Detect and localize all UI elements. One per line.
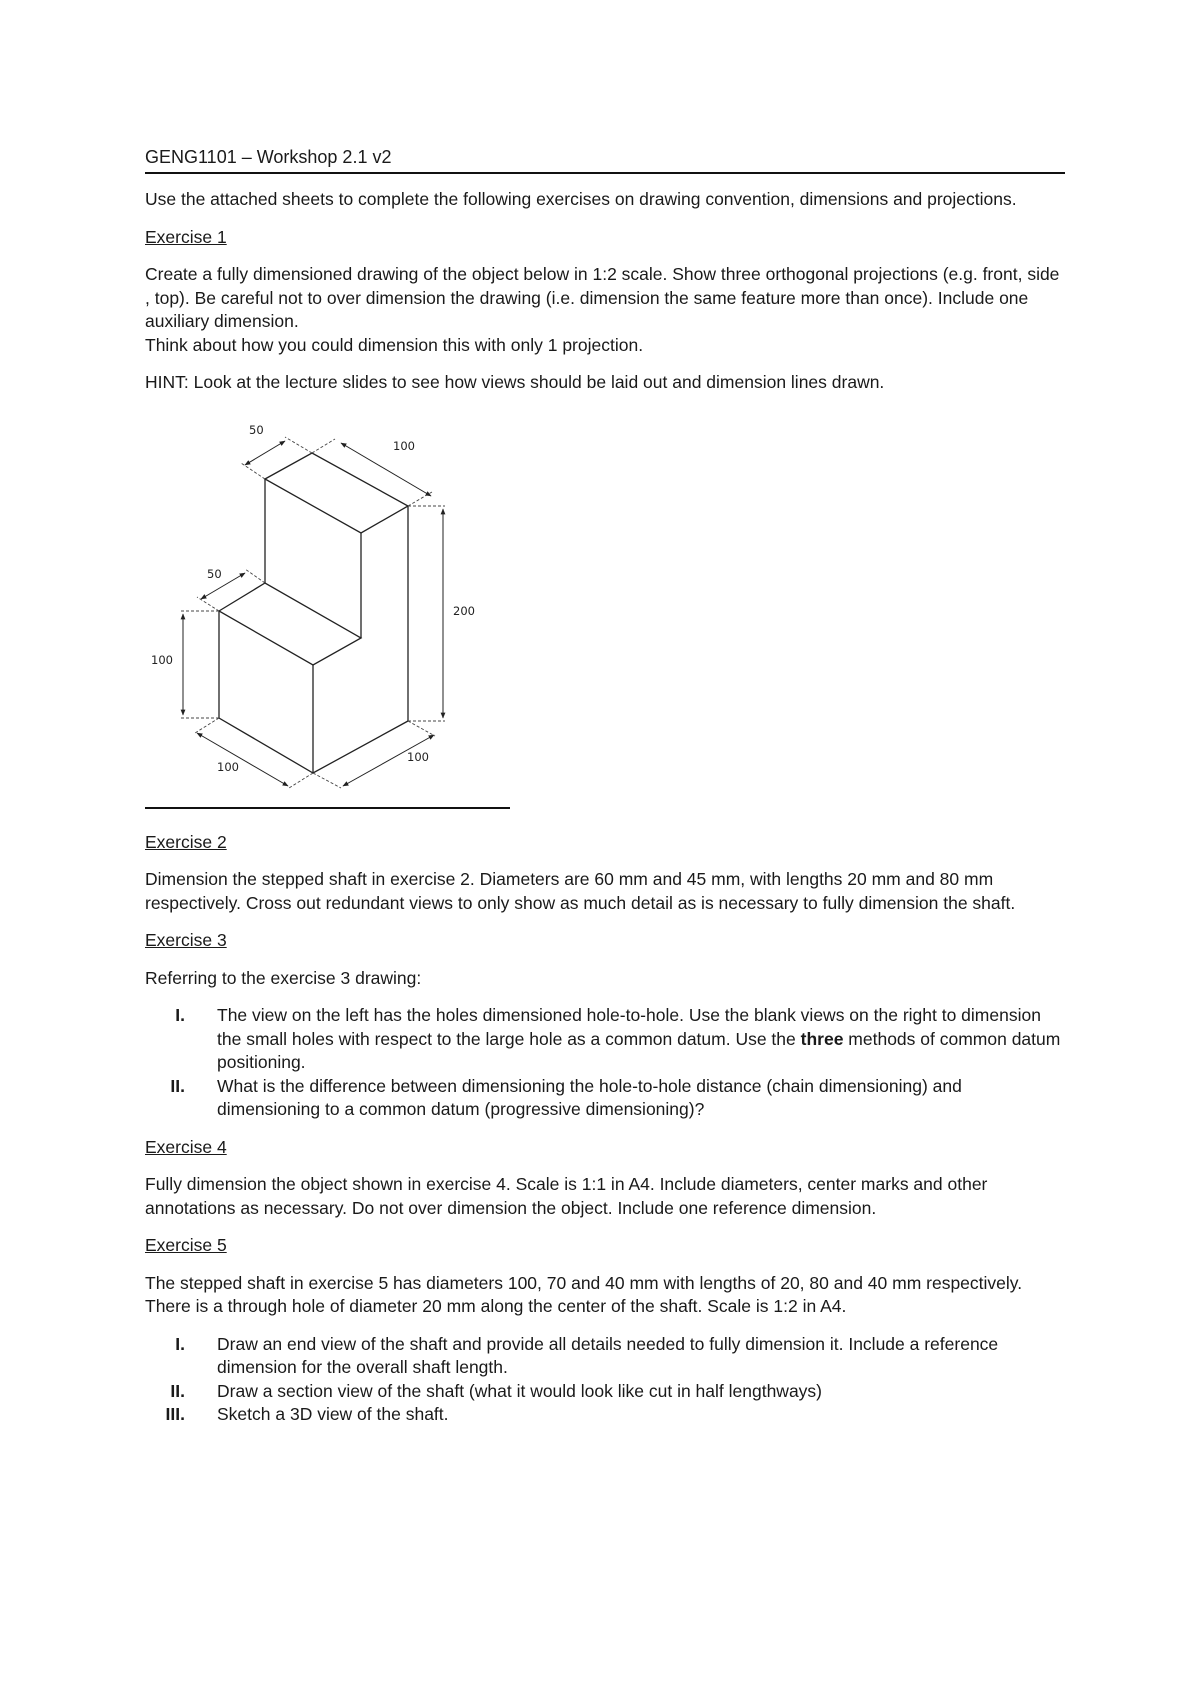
list-item-number: III. — [165, 1404, 185, 1424]
exercise-4-body: Fully dimension the object shown in exercise 4. Scale is 1:1 in A4. Include diameters, center marks and other annotations as necessary. Do not over dimension the object. Include one reference dimension. — [145, 1174, 988, 1218]
exercise-2-heading: Exercise 2 — [145, 831, 227, 852]
list-item — [145, 1333, 1065, 1380]
isometric-figure — [145, 403, 515, 815]
list-item — [145, 1004, 1065, 1075]
list-item — [145, 1075, 1065, 1122]
dim-label-top-width: 100 — [393, 438, 415, 453]
exercise-5-list — [145, 1333, 1065, 1427]
list-item-text: What is the difference between dimensioning the hole-to-hole distance (chain dimensioning) and dimensioning to a common datum (progressive dimensioning)? — [217, 1075, 962, 1119]
object-outline — [219, 453, 408, 773]
isometric-drawing — [145, 403, 515, 803]
list-item-emphasis: three — [800, 1028, 844, 1049]
exercise-4-heading: Exercise 4 — [145, 1136, 227, 1157]
list-item-text: Sketch a 3D view of the shaft. — [217, 1404, 449, 1424]
list-item-number: II. — [170, 1075, 185, 1096]
dim-label-bottom-right: 100 — [407, 749, 429, 764]
list-item-number: I. — [175, 1005, 185, 1025]
list-item-text: Draw an end view of the shaft and provide all details needed to fully dimension it. Include a reference dimension for the overall shaft length. — [217, 1333, 999, 1377]
dim-label-height-total: 200 — [453, 603, 475, 618]
document-title: GENG1101 – Workshop 2.1 v2 — [145, 147, 392, 167]
exercise-3-intro: Referring to the exercise 3 drawing: — [145, 967, 422, 988]
list-item — [145, 1403, 1065, 1427]
exercise-1-think: Think about how you could dimension this with only 1 projection. — [145, 334, 644, 355]
exercise-1-paragraph — [145, 263, 1065, 357]
list-item — [145, 1380, 1065, 1404]
exercise-1-instructions: Create a fully dimensioned drawing of the object below in 1:2 scale. Show three orthogonal projections (e.g. front, side , top). Be careful not to over dimension the drawing (i.e. dimension the same feature more than once). Include one auxiliary dimension. — [145, 264, 1060, 331]
exercise-5-body: The stepped shaft in exercise 5 has diameters 100, 70 and 40 mm with lengths of 20, 80 and 40 mm respectively. There is a through hole of diameter 20 mm along the center of the shaft. Scale is 1:2 in A4. — [145, 1272, 1023, 1316]
figure-rule — [145, 807, 510, 809]
dim-label-bottom-left: 100 — [217, 759, 239, 774]
intro-paragraph: Use the attached sheets to complete the following exercises on drawing convention, dimensions and projections. — [145, 189, 1017, 209]
dim-label-top-depth: 50 — [249, 422, 264, 437]
dim-label-step-depth: 50 — [207, 566, 222, 581]
dim-label-height-step: 100 — [151, 652, 173, 667]
list-item-number: I. — [175, 1333, 185, 1354]
exercise-2-body: Dimension the stepped shaft in exercise 2. Diameters are 60 mm and 45 mm, with lengths 20 mm and 80 mm respectively. Cross out redundant views to only show as much detail as is necessary to fully dimension the shaft. — [145, 869, 1016, 913]
exercise-1-heading: Exercise 1 — [145, 226, 227, 247]
document-content — [145, 146, 1065, 1441]
title-rule — [145, 172, 1065, 174]
list-item-text: Draw a section view of the shaft (what it would look like cut in half lengthways) — [217, 1380, 823, 1401]
list-item-text: The view on the left has the holes dimensioned hole-to-hole. Use the blank views on the right to dimension the small holes with respect to the large hole as a common datum. Use the — [217, 1005, 1041, 1049]
exercise-3-heading: Exercise 3 — [145, 930, 227, 950]
exercise-5-heading: Exercise 5 — [145, 1235, 227, 1255]
exercise-3-list — [145, 1004, 1065, 1122]
list-item-text: methods of common datum positioning. — [217, 1028, 1061, 1072]
exercise-1-hint: HINT: Look at the lecture slides to see how views should be laid out and dimension lines drawn. — [145, 372, 885, 392]
list-item-number: II. — [170, 1380, 185, 1401]
